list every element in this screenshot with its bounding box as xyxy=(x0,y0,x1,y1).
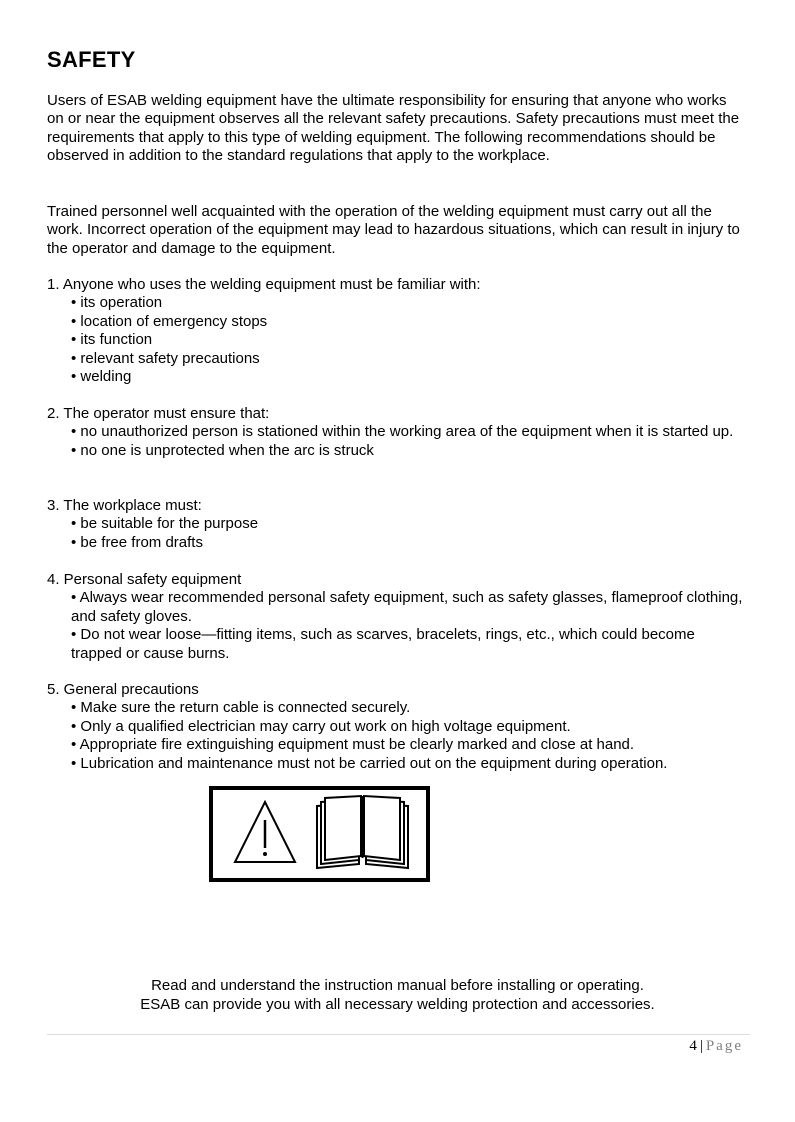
section-heading: 1. Anyone who uses the welding equipment must be familiar with: xyxy=(47,276,481,293)
list-item: • location of emergency stops xyxy=(71,312,268,330)
footer-divider xyxy=(47,1034,750,1035)
section-1 xyxy=(47,276,747,386)
section-heading: 5. General precautions xyxy=(47,681,199,698)
list-item: • Only a qualified electrician may carry out work on high voltage equipment. xyxy=(71,717,571,735)
list-item: • relevant safety precautions xyxy=(71,349,260,367)
list-item: • be suitable for the purpose xyxy=(71,515,259,533)
section-3 xyxy=(47,497,747,552)
list-item: • no unauthorized person is stationed within the working area of the equipment when it is started up. xyxy=(71,423,734,441)
list-item: • welding xyxy=(71,368,132,386)
closing-line: ESAB can provide you with all necessary welding protection and accessories. xyxy=(140,996,655,1013)
page-label: Page xyxy=(705,1038,743,1054)
warning-triangle-icon xyxy=(235,802,295,862)
section-4 xyxy=(47,571,747,663)
section-heading: 3. The workplace must: xyxy=(47,497,202,514)
list-item: • Make sure the return cable is connected securely. xyxy=(71,699,411,717)
manual-book-icon xyxy=(317,796,408,868)
page-number-separator: | xyxy=(699,1038,703,1054)
closing-notes xyxy=(0,976,795,1014)
section-5 xyxy=(47,681,747,773)
list-item: • Appropriate fire extinguishing equipment must be clearly marked and close at hand. xyxy=(71,736,635,754)
section-heading: 2. The operator must ensure that: xyxy=(47,405,270,422)
page-title: SAFETY xyxy=(47,47,136,72)
list-item: • no one is unprotected when the arc is struck xyxy=(71,441,374,459)
list-item: • be free from drafts xyxy=(71,533,203,551)
list-item: • Always wear recommended personal safety equipment, such as safety glasses, flameproof clothing, and safety gloves. xyxy=(71,589,743,625)
intro-paragraph: Users of ESAB welding equipment have the ultimate responsibility for ensuring that anyone who works on or near the equipment observes all the relevant safety precautions. Safety precautions must meet the requirements that apply to this type of welding equipment. The following recommendations should be observed in addition to the standard regulations that apply to the workplace. xyxy=(47,92,740,165)
personnel-paragraph: Trained personnel well acquainted with the operation of the welding equipment must carry out all the work. Incorrect operation of the equipment may lead to hazardous situations, which can result in injury to the operator and damage to the equipment. xyxy=(47,203,740,257)
list-item: • Lubrication and maintenance must not be carried out on the equipment during operation. xyxy=(71,754,668,772)
read-manual-symbol xyxy=(209,786,430,882)
section-2 xyxy=(47,405,747,460)
closing-line: Read and understand the instruction manual before installing or operating. xyxy=(151,977,644,994)
list-item: • its function xyxy=(71,331,153,349)
page-number-value: 4 xyxy=(689,1038,697,1054)
page-number xyxy=(689,1038,743,1055)
list-item: • Do not wear loose—fitting items, such as scarves, bracelets, rings, etc., which could become trapped or cause burns. xyxy=(71,626,695,662)
section-heading: 4. Personal safety equipment xyxy=(47,571,242,588)
list-item: • its operation xyxy=(71,294,163,312)
